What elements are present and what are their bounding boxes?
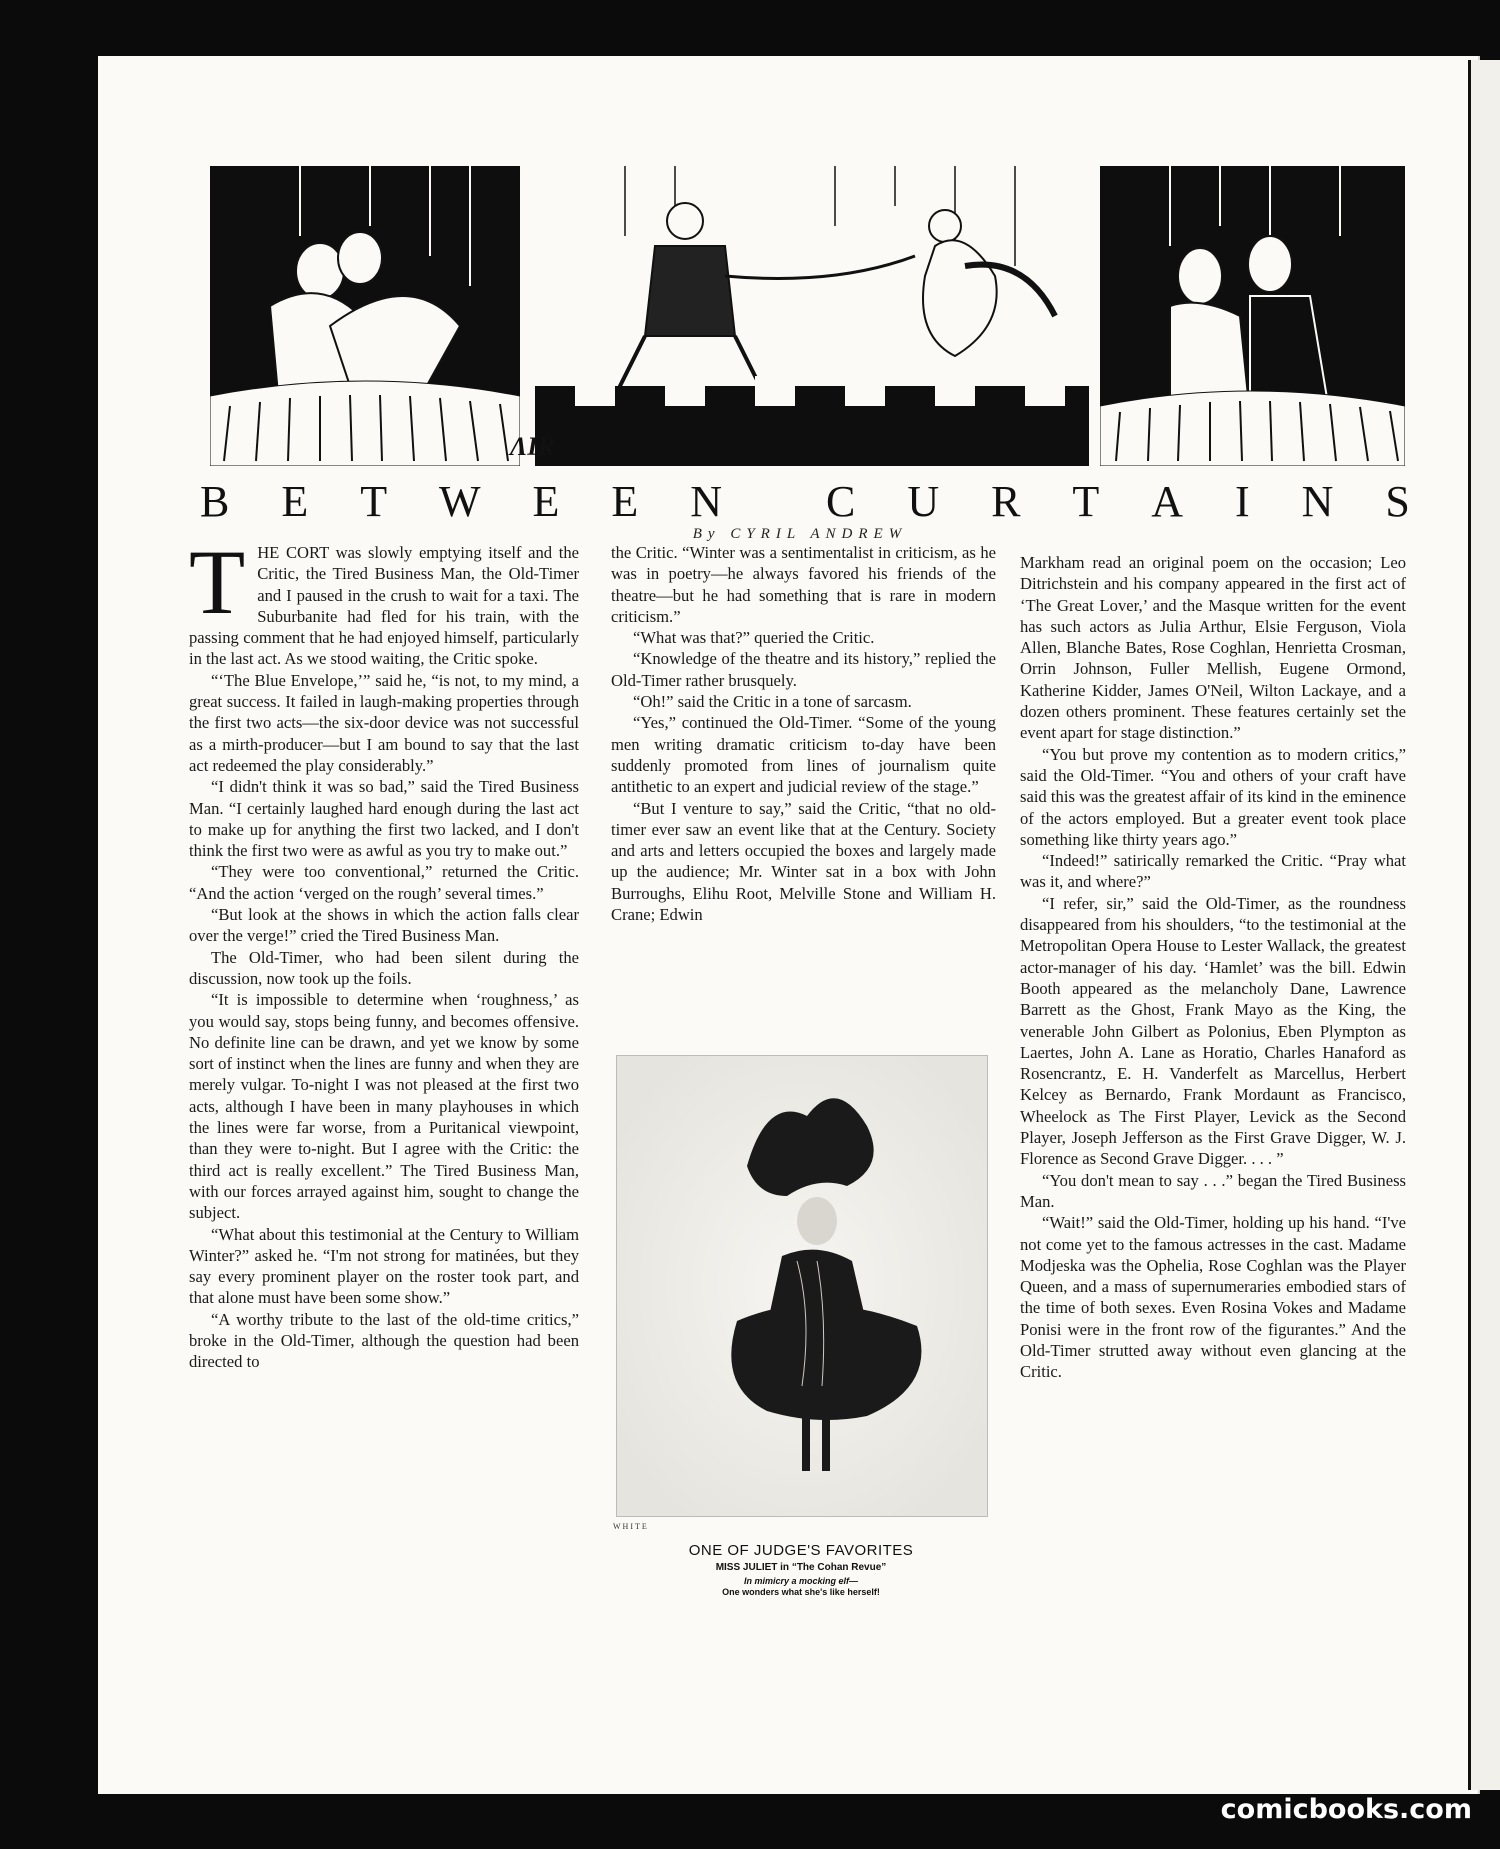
paragraph: “They were too conventional,” returned the Critic. “And the action ‘verged on the rough’ several times.” [189,862,579,903]
title-letter: C [825,477,856,526]
title-letter: E [611,477,639,526]
illustration-panel-stage-puppets [535,166,1089,466]
title-letter: T [360,477,388,526]
illustration-panel-audience-right [1100,166,1405,466]
verse-line: In mimicry a mocking elf— [743,1576,859,1586]
facing-page-edge [1468,60,1500,1790]
photo-caption [616,1542,986,1598]
photo-credit: WHITE [613,1522,649,1531]
title-letter: E [532,477,560,526]
header-illustration [210,166,1405,466]
illustrator-signature: ΛΙR [510,432,555,461]
paragraph: “What was that?” queried the Critic. [633,628,875,648]
caption-title: ONE OF JUDGE'S FAVORITES [688,1542,914,1559]
paragraph: the Critic. “Winter was a sentimentalist in criticism, as he was in poetry—he always favored his friends of the theatre—but he had something that is rare in modern criticism.” [611,543,996,626]
title-letter: A [1151,477,1184,526]
site-watermark: comicbooks.com [1220,1794,1472,1825]
title-letter: R [991,477,1021,526]
title-letter: N [1301,477,1334,526]
title-letter: S [1385,477,1410,526]
paragraph: “Knowledge of the theatre and its history,” replied the Old-Timer rather brusquely. [611,649,996,690]
article-column-3 [1020,552,1406,1383]
paragraph: “Oh!” said the Critic in a tone of sarcasm. [633,692,912,712]
photo-miss-juliet [616,1055,988,1517]
drop-cap: T [189,531,246,633]
caption-subtitle: MISS JULIET in “The Cohan Revue” [715,1562,887,1573]
paragraph: “You but prove my contention as to modern critics,” said the Old-Timer. “You and others of your craft have said this was the greatest affair of its kind in the eminence of the actors employed. But a greater event took place something like thirty years ago.” [1020,744,1406,849]
article-title [200,476,1410,527]
caption-verse [616,1576,986,1598]
paragraph: Markham read an original poem on the occasion; Leo Ditrichstein and his company appeared in the first act of ‘The Great Lover,’ and the Masque written for the event has such actors as Julia Arthur, Elsie Ferguson, Viola Allen, Blanche Bates, Rose Coghlan, Henrietta Crosman, Orrin Johnson, Fuller Mellish, Eugene Ormond, Katherine Kidder, James O'Neil, Wilton Lackaye, and a dozen others prominent. These features certainly set the event apart for stage distinction.” [1020,553,1406,743]
paragraph: “But I venture to say,” said the Critic, “that no old-timer ever saw an event like that at the Century. Society and arts and letters occupied the boxes and largely made up the audience; Mr. Winter sat in a box with John Burroughs, Elihu Root, Melville Stone and William H. Crane; Edwin [611,798,996,925]
title-letter: B [200,477,230,526]
paragraph: The Old-Timer, who had been silent during the discussion, now took up the foils. [189,947,579,988]
paragraph: “I didn't think it was so bad,” said the Tired Business Man. “I certainly laughed hard enough during the last act to make up for anything the first two lacked, and I don't think the first two were as awful as you try to make out.” [189,777,579,861]
title-letter: N [690,477,723,526]
paragraph: “It is impossible to determine when ‘roughness,’ as you would say, stops being funny, and becomes offensive. No definite line can be drawn, and yet we know by some sort of instinct when the lines are funny and when they are merely vulgar. To-night I was not pleased at the first two acts, although I have been in many playhouses in which the lines were far worse, from a Puritanical viewpoint, than they were to-night. But I agree with the Critic: the third act is really excellent.” The Tired Business Man, with our forces arrayed against him, sought to change the subject. [189,990,579,1223]
paragraph: “You don't mean to say . . .” began the Tired Business Man. [1020,1170,1406,1211]
title-letter: U [907,477,940,526]
verse-line: One wonders what she's like herself! [722,1587,880,1597]
paragraph: “‘The Blue Envelope,’” said he, “is not, to my mind, a great success. It failed in laugh-making properties through the first two acts—the six-door device was not successful as a mirth-producer—but I am bound to say that the last act redeemed the play considerably.” [189,670,579,775]
paragraph: “Yes,” continued the Old-Timer. “Some of the young men writing dramatic criticism to-day have been suddenly promoted from lines of journalism quite antithetic to an expert and judicial review of the stage.” [611,713,996,797]
illustration-panel-audience-left [210,166,520,466]
byline: By CYRIL ANDREW [692,526,908,542]
paragraph: “What about this testimonial at the Century to William Winter?” asked he. “I'm not strong for matinées, but they say every prominent player on the roster took part, and that alone must have been some show.” [189,1224,579,1308]
paragraph: “Indeed!” satirically remarked the Critic. “Pray what was it, and where?” [1020,851,1406,892]
article-column-1 [189,531,579,1373]
paragraph: “A worthy tribute to the last of the old-time critics,” broke in the Old-Timer, although the question had been directed to [189,1309,579,1372]
paragraph: “I refer, sir,” said the Old-Timer, as the roundness disappeared from his shoulders, “to the testimonial at the Metropolitan Opera House to Lester Wallack, the greatest actor-manager of his day. ‘Hamlet’ was the bill. Edwin Booth appeared as the melancholy Dane, Lawrence Barrett as the Ghost, Frank Mayo as the King, the venerable John Gilbert as Polonius, Eben Plympton as Laertes, John A. Lane as Horatio, Charles Hanaford as Rosencrantz, E. H. Vanderfelt as Marcellus, Herbert Kelcey as Bernardo, Frank Mordaunt as Francisco, Wheelock as The First Player, Levick as the Second Player, Joseph Jefferson as the First Grave Digger, W. J. Florence as Second Grave Digger. . . . ” [1020,893,1406,1169]
paragraph: THE CORT was slowly emptying itself and the Critic, the Tired Business Man, the Old-Timer and I paused in the crush to wait for a taxi. The Suburbanite had fled for his train, with the passing comment that he had enjoyed himself, particularly in the last act. As we stood waiting, the Critic spoke. [189,531,579,669]
title-letter: W [439,477,481,526]
paragraph: “Wait!” said the Old-Timer, holding up his hand. “I've not come yet to the famous actresses in the cast. Madame Modjeska was the Ophelia, Rose Coghlan was the Player Queen, and a mass of supernumeraries embodied stars of the time of both sexes. Even Rosina Vokes and Madame Ponisi were in the front row of the figurantes.” And the Old-Timer strutted away without even glancing at the Critic. [1020,1213,1406,1382]
title-letter: T [1072,477,1100,526]
article-column-2 [611,542,996,925]
paragraph: “But look at the shows in which the action falls clear over the verge!” cried the Tired Business Man. [189,905,579,946]
title-letter: E [281,477,309,526]
title-letter: I [1235,477,1250,526]
